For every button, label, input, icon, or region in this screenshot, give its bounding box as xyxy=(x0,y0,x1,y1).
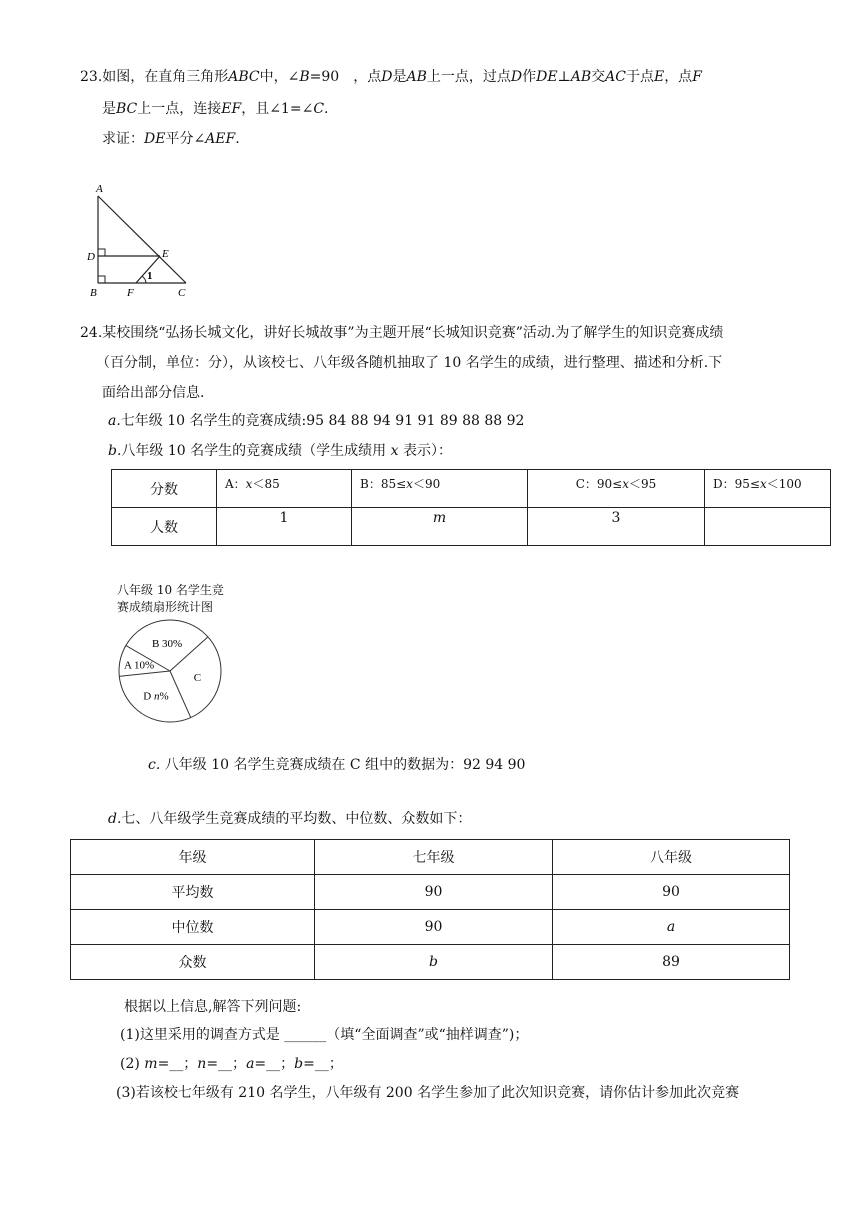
label-a: A xyxy=(96,183,103,195)
pie-slice-label: D n% xyxy=(143,690,169,703)
label-f: F xyxy=(127,287,134,299)
row-label: 中位数 xyxy=(71,910,315,945)
row-label: 平均数 xyxy=(71,875,315,910)
q24-item-a: a.七年级 10 名学生的竞赛成绩:95 84 88 94 91 91 89 88 88 92 xyxy=(108,413,525,429)
label-d: D xyxy=(87,251,95,263)
cell-value: 90 xyxy=(315,910,553,945)
label-angle-1: 1 xyxy=(147,270,153,282)
score-range-b: B：85≤x＜90 xyxy=(352,470,528,508)
right-angle-b xyxy=(98,276,105,283)
label-b: B xyxy=(90,287,97,299)
q23-line2: 是BC上一点，连接EF，且∠1=∠C. xyxy=(102,101,329,117)
header-grade8: 八年级 xyxy=(553,840,790,875)
label-c: C xyxy=(178,287,186,299)
q24-intro-line1: 24.某校围绕“弘扬长城文化，讲好长城故事”为主题开展“长城知识竞赛”活动.为了解学生的知识竞赛成绩 xyxy=(80,325,724,341)
cell-value: b xyxy=(315,945,553,980)
cell-value: a xyxy=(553,910,790,945)
count-d xyxy=(705,508,831,546)
q23-line1: 23.如图，在直角三角形ABC中，∠B=90 ，点D是AB上一点，过点D作DE⊥AB交AC于点E，点F xyxy=(80,69,702,85)
table-row-header: 分数 xyxy=(112,470,217,508)
table-row xyxy=(71,840,790,875)
side-ac xyxy=(98,196,186,283)
part-3: (3)若该校七年级有 210 名学生，八年级有 200 名学生参加了此次知识竞赛，请你估计参加此次竞赛 xyxy=(116,1085,740,1101)
stats-table xyxy=(70,839,790,980)
table-row xyxy=(112,470,831,508)
q23-prove: 求证：DE平分∠AEF. xyxy=(102,131,240,147)
table-row xyxy=(112,508,831,546)
count-b: m xyxy=(352,508,528,546)
score-range-d: D：95≤x＜100 xyxy=(705,470,831,508)
pie-title-line1: 八年级 10 名学生竞 xyxy=(117,583,224,597)
q24-item-b: b.八年级 10 名学生的竞赛成绩（学生成绩用 x 表示）： xyxy=(108,443,452,459)
label-e: E xyxy=(162,248,169,260)
score-distribution-table xyxy=(111,469,831,546)
table-row xyxy=(71,875,790,910)
header-grade: 年级 xyxy=(71,840,315,875)
cell-value: 90 xyxy=(553,875,790,910)
row-label: 众数 xyxy=(71,945,315,980)
table-row xyxy=(71,910,790,945)
q24-intro-line3: 面给出部分信息. xyxy=(102,385,205,401)
pie-chart xyxy=(112,616,228,726)
pie-slice-label: A 10% xyxy=(123,659,155,672)
part-1: (1)这里采用的调查方式是 ______（填“全面调查”或“抽样调查”)； xyxy=(120,1027,529,1043)
score-range-a: A：x＜85 xyxy=(217,470,352,508)
table-row-header: 人数 xyxy=(112,508,217,546)
part-2: (2) m=__；n=__；a=__；b=__； xyxy=(120,1056,343,1072)
right-angle-d xyxy=(98,249,105,256)
table-row xyxy=(71,945,790,980)
count-c: 3 xyxy=(528,508,705,546)
count-a: 1 xyxy=(217,508,352,546)
cell-value: 90 xyxy=(315,875,553,910)
pie-slice-label: B 30% xyxy=(151,638,183,651)
q24-item-c: c. 八年级 10 名学生竞赛成绩在 C 组中的数据为：92 94 90 xyxy=(148,757,526,773)
answer-intro: 根据以上信息,解答下列问题: xyxy=(124,999,302,1015)
q24-item-d: d.七、八年级学生竞赛成绩的平均数、中位数、众数如下： xyxy=(108,811,472,827)
cell-value: 89 xyxy=(553,945,790,980)
q24-intro-line2: （百分制，单位：分），从该校七、八年级各随机抽取了 10 名学生的成绩，进行整理、描述和分析.下 xyxy=(96,355,723,371)
pie-slice-label: C xyxy=(193,671,202,684)
angle-1-arc xyxy=(142,276,146,283)
score-range-c: C：90≤x＜95 xyxy=(528,470,705,508)
triangle-figure xyxy=(80,180,200,302)
pie-title-line2: 赛成绩扇形统计图 xyxy=(117,600,214,614)
header-grade7: 七年级 xyxy=(315,840,553,875)
